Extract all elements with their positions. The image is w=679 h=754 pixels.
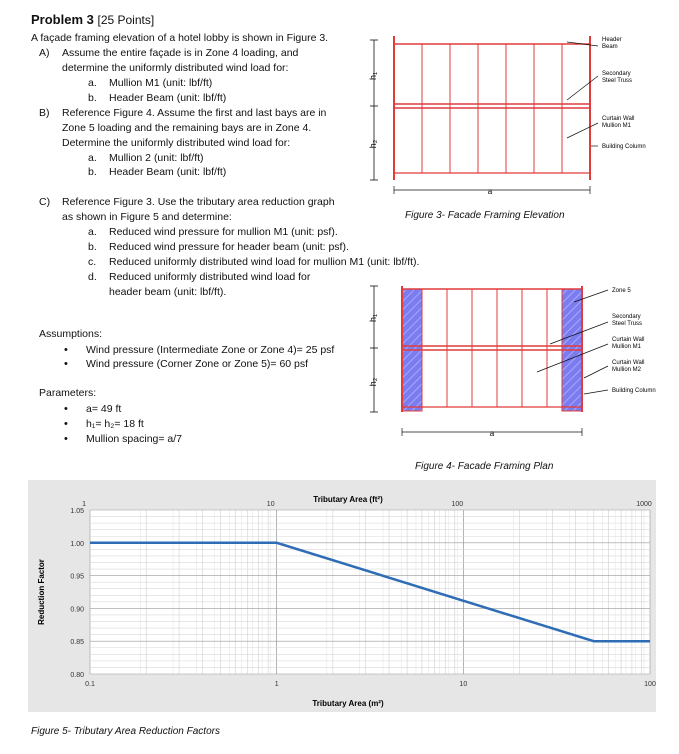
chart-x-tick-label-bottom: 1 [274, 681, 279, 688]
fig4-leader-m2 [584, 366, 608, 378]
chart-top-axis-label: Tributary Area (ft²) [313, 495, 383, 504]
part-b-item-a: Mullion 2 (unit: lbf/ft) [109, 152, 204, 164]
fig3-label-mullion-1: Curtain Wall [602, 116, 635, 122]
part-a-item-a: Mullion M1 (unit: lbf/ft) [109, 77, 213, 89]
parameter-item: • a= 49 ft [86, 403, 121, 416]
figure4-plan [362, 282, 662, 447]
part-a-line1: Assume the entire façade is in Zone 4 loading, and [62, 47, 299, 59]
fig4-label-truss-2: Steel Truss [612, 321, 643, 327]
chart-y-tick-label: 0.95 [70, 573, 84, 581]
chart-x-tick-label-bottom: 0.1 [85, 681, 95, 688]
part-c-label: C) [39, 196, 51, 208]
part-c-item-a: Reduced wind pressure for mullion M1 (unit: psf). [109, 226, 338, 238]
part-a-item-b-label: b. [88, 92, 97, 104]
chart-x-tick-label-top: 100 [451, 501, 464, 508]
part-c-item-d-label: d. [88, 271, 97, 283]
part-b-line1: Reference Figure 4. Assume the first and last bays are in [62, 107, 327, 119]
fig4-leader-column [584, 390, 608, 394]
chart-y-tick-label: 0.80 [70, 672, 84, 679]
part-c-item-b-label: b. [88, 241, 97, 253]
assumptions-heading: Assumptions: [39, 328, 103, 340]
chart-y-tick-label: 0.90 [70, 606, 84, 614]
chart-y-tick-label: 1.05 [70, 508, 84, 515]
fig3-leader-truss [567, 76, 598, 100]
fig4-label-zone5: Zone 5 [612, 288, 631, 294]
chart-x-tick-label-top: 10 [266, 501, 275, 508]
chart-y-axis-label: Reduction Factor [37, 559, 46, 625]
fig3-label-truss-2: Steel Truss [602, 78, 633, 84]
chart-x-tick-label-top: 1 [82, 501, 86, 508]
fig4-label-m1-1: Curtain Wall [612, 337, 645, 343]
assumption-item: • Wind pressure (Intermediate Zone or Zone 4)= 25 psf [86, 344, 334, 357]
part-c-item-c-label: c. [88, 256, 97, 268]
parameters-heading: Parameters: [39, 387, 97, 399]
fig3-h1-label: h₁ [368, 71, 378, 81]
fig4-label-truss-1: Secondary [612, 314, 641, 320]
assumption-item: • Wind pressure (Corner Zone or Zone 5)= 60 psf [86, 358, 308, 371]
chart-x-tick-label-top: 1000 [636, 501, 652, 508]
part-b-label: B) [39, 107, 50, 119]
fig3-label-header-2: Beam [602, 44, 618, 50]
part-c-item-c: Reduced uniformly distributed wind load for mullion M1 (unit: lbf/ft). [109, 256, 420, 268]
fig3-h2-label: h₂ [368, 139, 378, 149]
chart-y-tick-label: 1.00 [70, 540, 84, 548]
problem-points: [25 Points] [97, 13, 155, 27]
part-a-item-a-label: a. [88, 77, 97, 89]
fig4-label-m2-1: Curtain Wall [612, 360, 645, 366]
part-c-item-b: Reduced wind pressure for header beam (unit: psf). [109, 241, 349, 253]
part-c-line1: Reference Figure 3. Use the tributary area reduction graph [62, 196, 335, 208]
fig3-label-truss-1: Secondary [602, 71, 631, 77]
chart-x-tick-label-bottom: 10 [459, 681, 468, 688]
figure5-chart [28, 480, 656, 712]
figure3-caption: Figure 3- Facade Framing Elevation [405, 210, 565, 221]
fig3-label-header-1: Header [602, 37, 622, 43]
figure3-elevation [362, 28, 662, 200]
fig4-label-column: Building Column [612, 388, 656, 394]
fig3-label-column: Building Column [602, 144, 646, 150]
fig4-h1-label: h₁ [368, 313, 378, 323]
part-c-item-a-label: a. [88, 226, 97, 238]
fig3-a-label: a [487, 187, 493, 196]
fig3-height-dimension [370, 40, 378, 180]
part-c-item-d: Reduced uniformly distributed wind load for [109, 271, 311, 283]
chart-x-axis-label: Tributary Area (m²) [312, 699, 384, 708]
fig4-label-m2-2: Mullion M2 [612, 367, 642, 373]
chart-plot-area [90, 510, 650, 674]
fig4-height-dimension [370, 286, 378, 412]
part-b-line2: Zone 5 loading and the remaining bays are in Zone 4. [62, 122, 312, 134]
part-b-item-b-label: b. [88, 166, 97, 178]
fig3-leader-mullion [567, 123, 598, 138]
figure4-caption: Figure 4- Facade Framing Plan [415, 461, 554, 472]
part-c-line2: as shown in Figure 5 and determine: [62, 211, 232, 223]
fig4-label-m1-2: Mullion M1 [612, 344, 642, 350]
fig4-a-label: a [489, 429, 495, 438]
fig4-h2-label: h₂ [368, 377, 378, 387]
parameter-item: • Mullion spacing= a/7 [86, 433, 182, 446]
chart-x-tick-label-bottom: 100 [644, 681, 656, 688]
problem-title [31, 12, 154, 27]
parameter-item: • h₁= h₂= 18 ft [86, 418, 144, 431]
part-b-line3: Determine the uniformly distributed wind load for: [62, 137, 291, 149]
part-b-item-b: Header Beam (unit: lbf/ft) [109, 166, 227, 178]
figure5-caption: Figure 5- Tributary Area Reduction Factors [31, 726, 220, 737]
part-c-item-d-line2: header beam (unit: lbf/ft). [109, 286, 227, 298]
part-a-line2: determine the uniformly distributed wind load for: [62, 62, 289, 74]
part-b-item-a-label: a. [88, 152, 97, 164]
problem-title-text: Problem 3 [31, 12, 94, 27]
chart-y-tick-label: 0.85 [70, 639, 84, 647]
part-a-item-b: Header Beam (unit: lbf/ft) [109, 92, 227, 104]
part-a-label: A) [39, 47, 50, 59]
fig3-label-mullion-2: Mullion M1 [602, 123, 632, 129]
problem-intro: A façade framing elevation of a hotel lobby is shown in Figure 3. [31, 32, 329, 44]
